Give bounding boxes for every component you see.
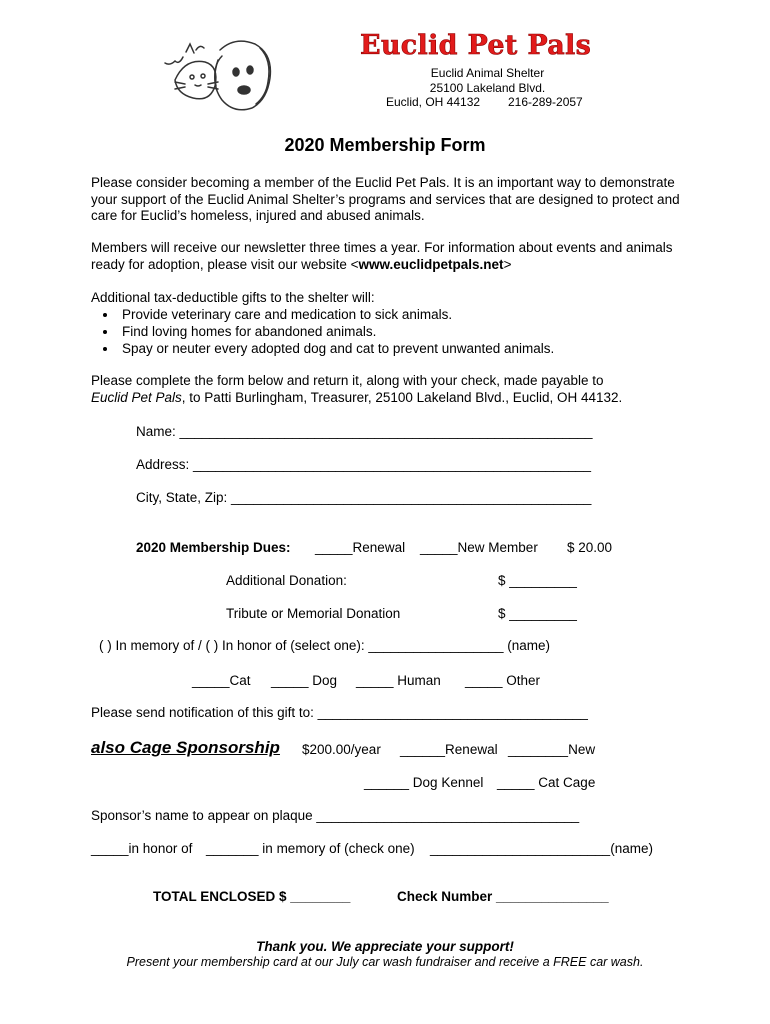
tribute-other-option[interactable]: _____ Other [465, 673, 541, 688]
dog-kennel-option[interactable]: ______ Dog Kennel [364, 775, 484, 790]
in-honor-option[interactable]: _____in honor of [91, 841, 193, 856]
dues-new-member-option[interactable]: _____New Member [420, 540, 538, 555]
cage-price: $200.00/year [302, 742, 381, 757]
cage-sponsorship-label: also Cage Sponsorship [91, 738, 280, 757]
tribute-human-option[interactable]: _____ Human [356, 673, 441, 688]
in-memory-option[interactable]: _______ in memory of (check one) [206, 841, 415, 856]
website-link[interactable]: www.euclidpetpals.net [358, 256, 504, 272]
list-item: • Find loving homes for abandoned animals. [118, 323, 554, 340]
name-field[interactable]: Name: _______________________________________________________ [136, 424, 593, 439]
payee-line: Euclid Pet Pals, to Patti Burlingham, Treasurer, 25100 Lakeland Blvd., Euclid, OH 44132. [91, 390, 623, 405]
pet-logo-icon [160, 30, 280, 120]
list-item: • Provide veterinary care and medication to sick animals. [118, 306, 554, 323]
cat-cage-option[interactable]: _____ Cat Cage [497, 775, 596, 790]
page-title: 2020 Membership Form [284, 135, 486, 155]
city-state-zip-field[interactable]: City, State, Zip: ________________________________________________ [136, 490, 592, 505]
shelter-city: Euclid, OH 44132 [386, 95, 481, 109]
dues-renewal-option[interactable]: _____Renewal [315, 540, 406, 555]
check-number-field[interactable]: Check Number _______________ [397, 889, 609, 904]
car-wash-note: Present your membership card at our July car wash fundraiser and receive a FREE car wash. [126, 955, 644, 969]
org-name: Euclid Pet Pals [360, 30, 592, 61]
total-enclosed-field[interactable]: TOTAL ENCLOSED $ ________ [153, 889, 351, 904]
tribute-donation-field[interactable]: $ _________ [498, 606, 577, 621]
dues-amount: $ 20.00 [567, 540, 613, 555]
tribute-dog-option[interactable]: _____ Dog [271, 673, 338, 688]
honoree-name-field[interactable]: ________________________(name) [430, 841, 653, 856]
memory-honor-line[interactable]: ( ) In memory of / ( ) In honor of (select one): __________________ (name) [99, 638, 550, 653]
newsletter-paragraph: Members will receive our newsletter three times a year. For information about events and animals ready for adoption, please visit our website <www.euclidpetpals.net> [91, 240, 673, 272]
shelter-name: Euclid Animal Shelter [430, 66, 545, 80]
tribute-cat-option[interactable]: _____Cat [192, 673, 251, 688]
shelter-phone: 216-289-2057 [508, 95, 583, 109]
shelter-street: 25100 Lakeland Blvd. [429, 81, 546, 95]
additional-donation-label: Additional Donation: [226, 573, 347, 588]
address-field[interactable]: Address: _____________________________________________________ [136, 457, 591, 472]
gifts-lead: Additional tax-deductible gifts to the shelter will: [91, 290, 375, 305]
cage-renewal-option[interactable]: ______Renewal [400, 742, 498, 757]
tribute-donation-label: Tribute or Memorial Donation [226, 606, 401, 621]
sponsor-name-field[interactable]: Sponsor’s name to appear on plaque ___________________________________ [91, 808, 580, 823]
additional-donation-field[interactable]: $ _________ [498, 573, 577, 588]
intro-paragraph: Please consider becoming a member of the Euclid Pet Pals. It is an important way to demonstrate your support of the Euclid Animal Shelter’s programs and services that are designed to protect and care for Euclid’s homeless, injured and abused animals. [91, 175, 680, 223]
payee-name: Euclid Pet Pals [91, 390, 182, 405]
membership-dues-label: 2020 Membership Dues: [136, 540, 291, 555]
notification-field[interactable]: Please send notification of this gift to: ____________________________________ [91, 705, 588, 720]
return-line: Please complete the form below and return it, along with your check, made payable to [91, 373, 604, 388]
list-item: • Spay or neuter every adopted dog and cat to prevent unwanted animals. [118, 340, 554, 357]
thank-you-note: Thank you. We appreciate your support! [256, 939, 514, 954]
gifts-list [91, 306, 554, 357]
cage-new-option[interactable]: ________New [508, 742, 596, 757]
